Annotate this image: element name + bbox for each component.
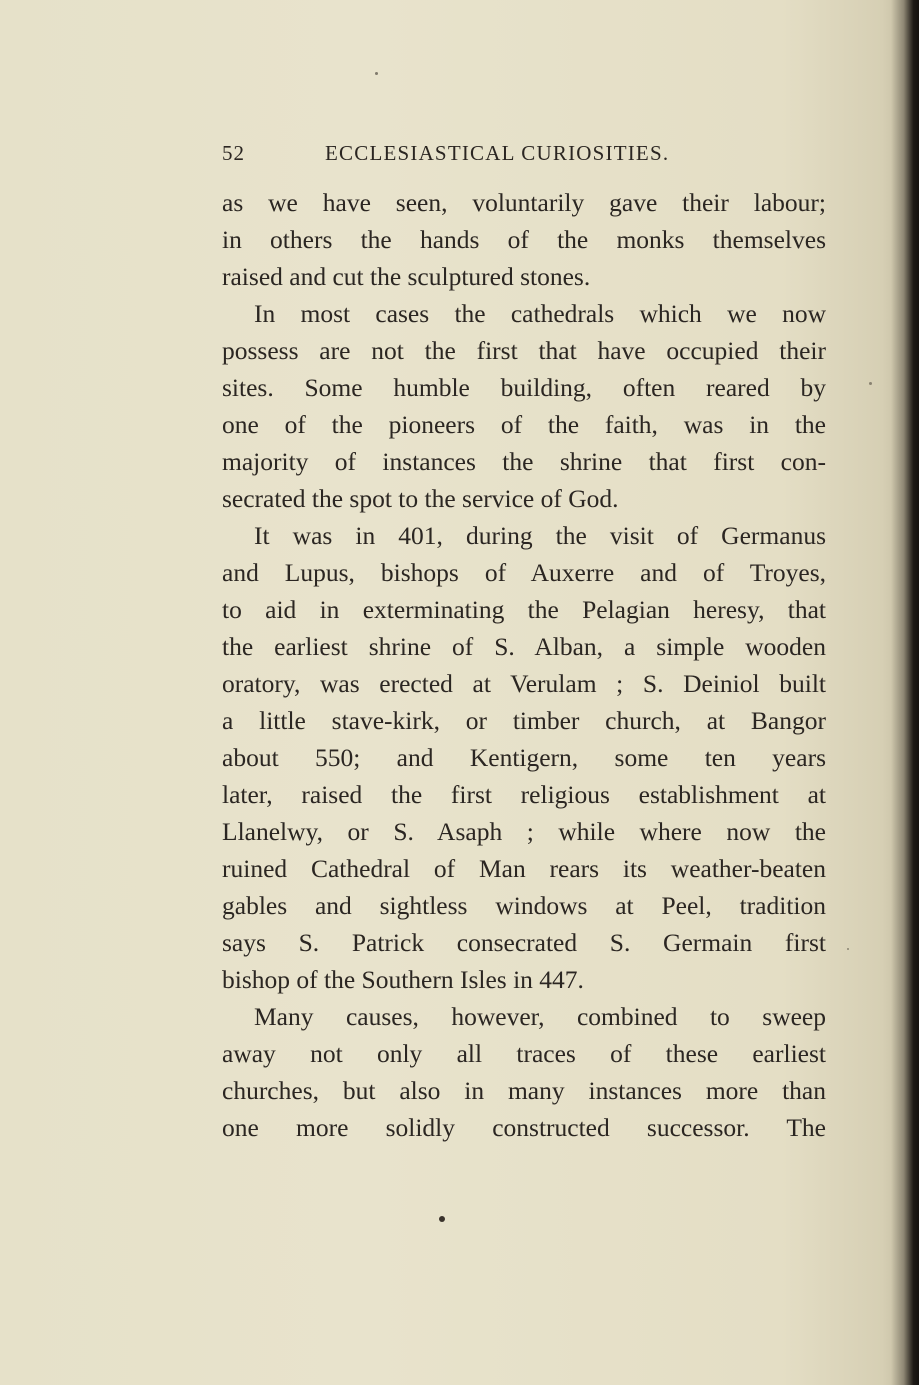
text-line: It was in 401, during the visit of Germanus	[254, 521, 826, 550]
page-header	[222, 141, 826, 171]
text-line: a little stave-kirk, or timber church, at Bangor	[222, 706, 826, 735]
text-line: oratory, was erected at Verulam ; S. Deiniol built	[222, 669, 826, 698]
text-line: secrated the spot to the service of God.	[222, 484, 619, 513]
text-line: as we have seen, voluntarily gave their labour;	[222, 188, 826, 217]
text-line: raised and cut the sculptured stones.	[222, 262, 591, 291]
page-number: 52	[222, 141, 245, 165]
text-line: says S. Patrick consecrated S. Germain first	[222, 928, 826, 957]
text-line: gables and sightless windows at Peel, tradition	[222, 891, 826, 920]
body-text	[222, 184, 826, 1146]
text-line: to aid in exterminating the Pelagian heresy, that	[222, 595, 826, 624]
text-line: churches, but also in many instances more than	[222, 1076, 826, 1105]
text-line: In most cases the cathedrals which we now	[254, 299, 826, 328]
page-binding-shadow	[891, 0, 919, 1385]
text-line: about 550; and Kentigern, some ten years	[222, 743, 826, 772]
text-line: away not only all traces of these earliest	[222, 1039, 826, 1068]
text-line: bishop of the Southern Isles in 447.	[222, 965, 584, 994]
text-line: one of the pioneers of the faith, was in the	[222, 410, 826, 439]
text-line: Many causes, however, combined to sweep	[254, 1002, 826, 1031]
text-line: and Lupus, bishops of Auxerre and of Troyes,	[222, 558, 826, 587]
running-head: ECCLESIASTICAL CURIOSITIES.	[325, 141, 670, 165]
ink-speck	[869, 382, 872, 385]
text-line: later, raised the first religious establishment at	[222, 780, 826, 809]
text-line: Llanelwy, or S. Asaph ; while where now the	[222, 817, 826, 846]
text-line: in others the hands of the monks themselves	[222, 225, 826, 254]
text-line: possess are not the first that have occupied their	[222, 336, 826, 365]
text-line: ruined Cathedral of Man rears its weather-beaten	[222, 854, 826, 883]
text-line: majority of instances the shrine that first con-	[222, 447, 826, 476]
text-line: sites. Some humble building, often reared by	[222, 373, 826, 402]
text-line: one more solidly constructed successor. The	[222, 1113, 826, 1142]
ink-speck	[847, 948, 849, 950]
text-line: the earliest shrine of S. Alban, a simple wooden	[222, 632, 826, 661]
ink-speck	[439, 1216, 445, 1222]
ink-speck	[375, 72, 378, 75]
